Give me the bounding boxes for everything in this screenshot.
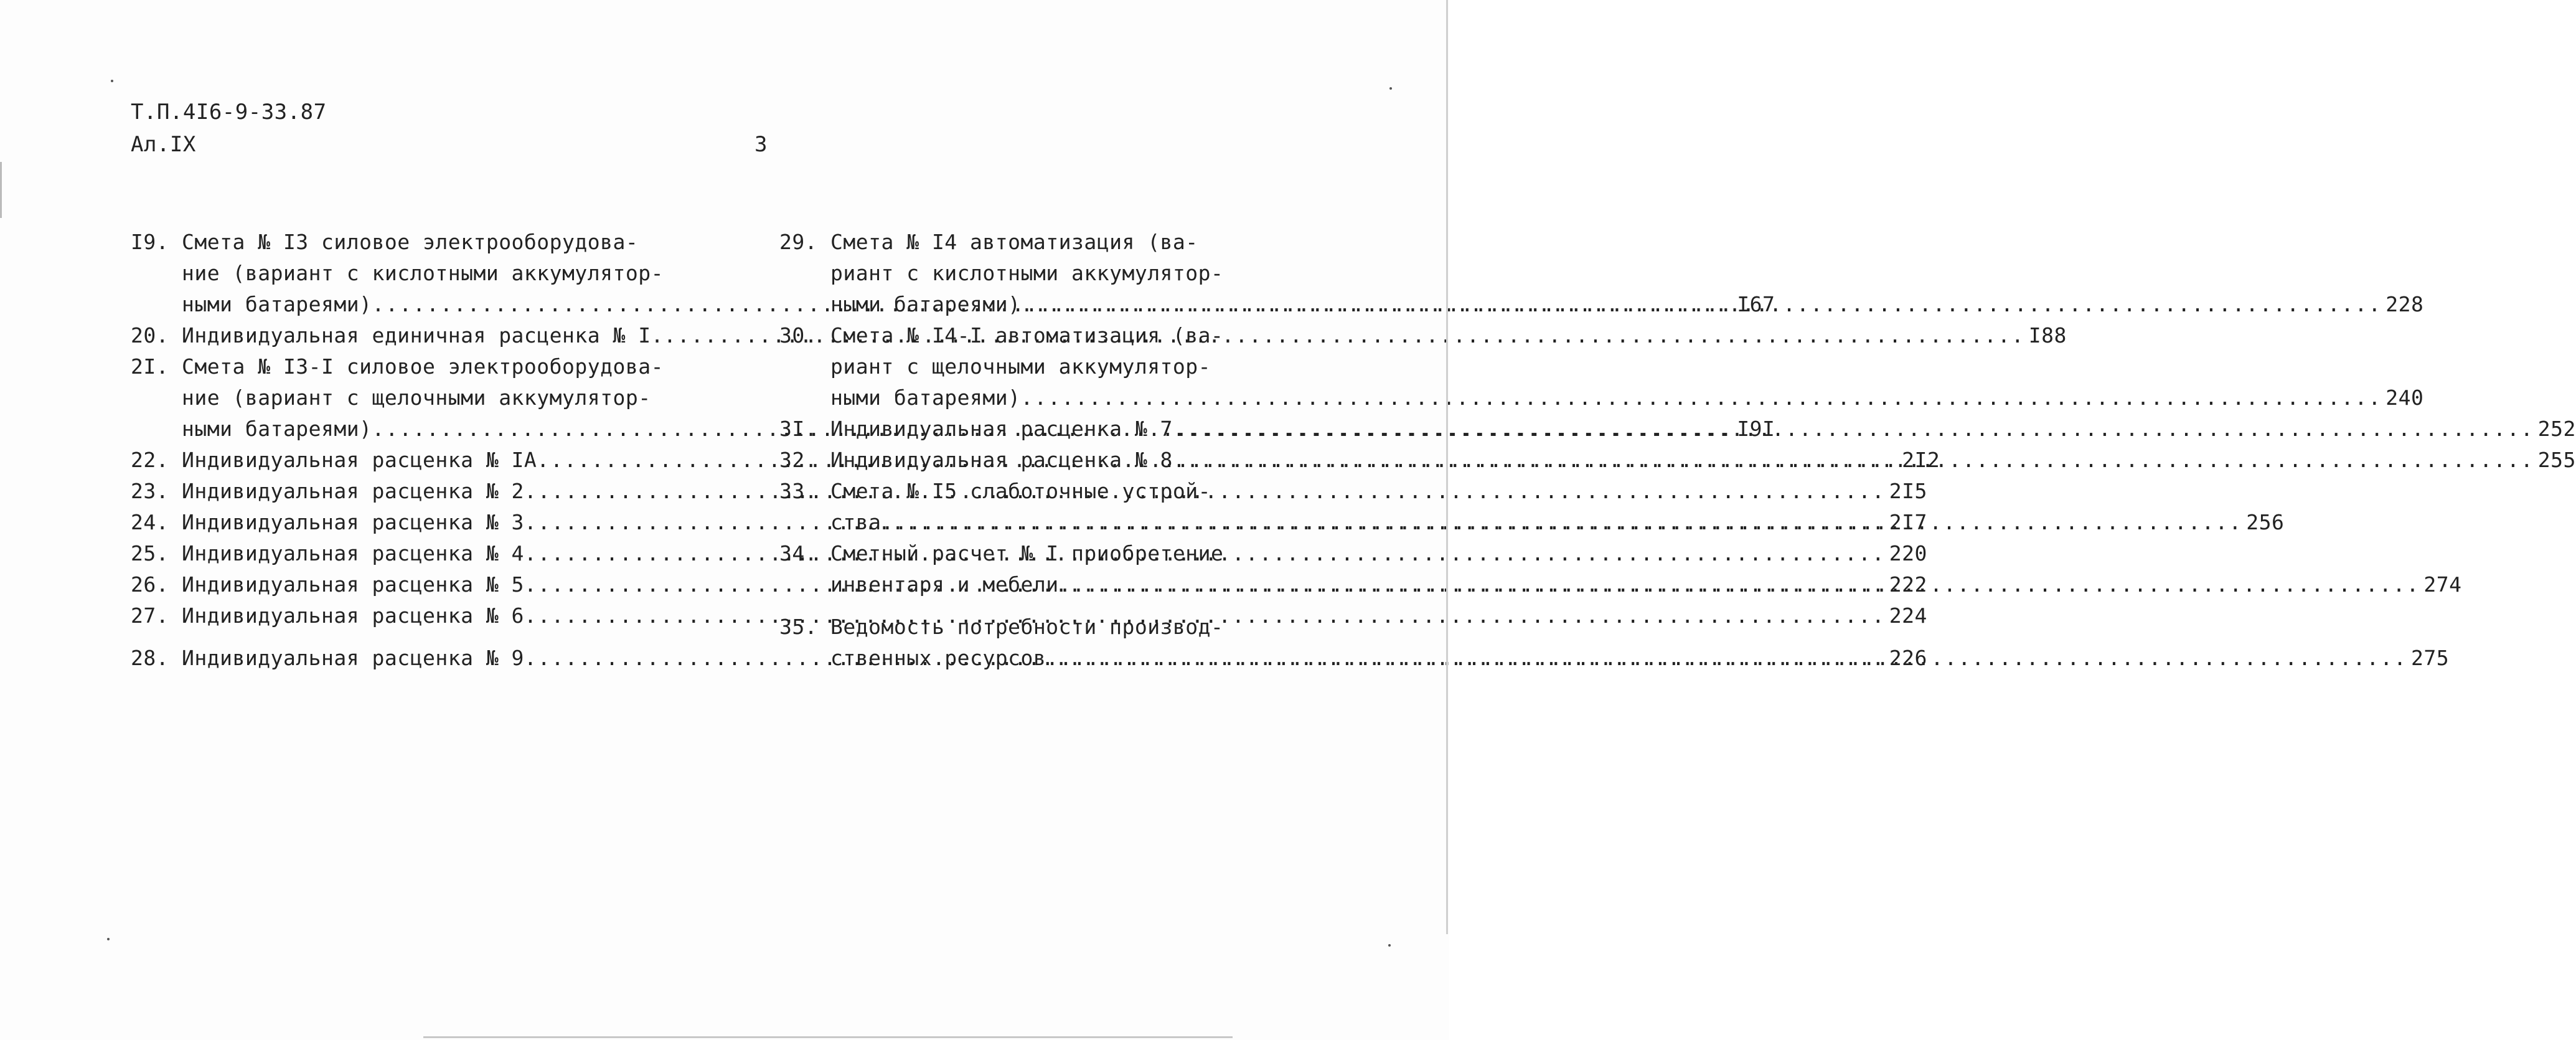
toc-entry-number: 28.: [131, 646, 169, 670]
toc-entry-text-line: риант с кислотными аккумулятор-: [830, 261, 1224, 285]
toc-entry-number: 35.: [779, 615, 818, 639]
dot-leader: [1173, 414, 2534, 445]
toc-entry-title: ными батареями): [182, 417, 372, 441]
toc-entry-title: ства: [830, 510, 881, 534]
scan-speck: [111, 80, 113, 82]
toc-entry-number: 26.: [131, 572, 169, 597]
toc-entry-title: Индивидуальная расценка № 4: [182, 541, 524, 565]
toc-entry-page: 224: [1889, 603, 1927, 628]
toc-entry-number: 27.: [131, 603, 169, 628]
toc-entry-number: I9.: [131, 230, 169, 254]
dot-leader: [1173, 445, 2534, 476]
dot-leader: [1059, 569, 2420, 600]
toc-entry-number: 29.: [779, 230, 818, 254]
scan-speck: [107, 938, 110, 940]
scan-bottom-edge: [423, 1036, 1233, 1038]
toc-entry-title: Индивидуальная расценка № 6: [182, 603, 524, 628]
toc-entry-page: 226: [1889, 646, 1927, 670]
toc-entry-title: Индивидуальная расценка № IА: [182, 448, 537, 472]
dot-leader: [1021, 382, 2382, 414]
toc-entry-text-line: ние (вариант с щелочными аккумулятор-: [182, 385, 651, 410]
toc-entry-number: 30.: [779, 323, 818, 347]
toc-entry-number: 3I.: [779, 417, 818, 441]
scan-edge-left: [0, 162, 2, 218]
toc-entry-text-line: Смета № I5 слаботочные устрой-: [830, 479, 1211, 503]
toc-entry-number: 20.: [131, 323, 169, 347]
toc-entry-text-line: Сметный расчет № I приобретение: [830, 541, 1224, 565]
toc-entry-page: 222: [1889, 572, 1927, 597]
toc-entry-text-line: Смета № I3-I силовое электрооборудова-: [182, 354, 664, 379]
toc-entry-title: Индивидуальная расценка № 9: [182, 646, 524, 670]
toc-entry-page: I9I: [1737, 417, 1775, 441]
toc-entry-title: Индивидуальная единичная расценка № I.: [182, 323, 664, 347]
toc-entry-number: 25.: [131, 541, 169, 565]
toc-entry-title: Индивидуальная расценка № 8: [830, 448, 1173, 472]
toc-entry-number: 24.: [131, 510, 169, 534]
page-number: 3: [754, 132, 768, 157]
toc-entry-title: инвентаря и мебели: [830, 572, 1059, 597]
toc-entry-title: ными батареями): [182, 292, 372, 316]
toc-entry-number: 2I.: [131, 354, 169, 379]
sheet-label: Ал.IX: [131, 132, 196, 157]
toc-entry-title: ными батареями): [830, 385, 1021, 410]
toc-entry-text-line: Ведомость потребности производ-: [830, 615, 1224, 639]
document-code: Т.П.4I6-9-33.87: [131, 100, 327, 125]
toc-entry-text-line: ние (вариант с кислотными аккумулятор-: [182, 261, 664, 285]
toc-entry-page: 252: [2537, 417, 2576, 441]
toc-entry-page: 256: [2246, 510, 2285, 534]
toc-entry-number: 32.: [779, 448, 818, 472]
toc-entry-page: 240: [2386, 385, 2424, 410]
toc-entry-page: 2I2: [1902, 448, 1940, 472]
toc-entry-title: Индивидуальная расценка № 2: [182, 479, 524, 503]
toc-entry-number: 22.: [131, 448, 169, 472]
toc-entry-text-line: Смета № I3 силовое электрооборудова-: [182, 230, 639, 254]
toc-entry-number: 33.: [779, 479, 818, 503]
toc-entry-number: 23.: [131, 479, 169, 503]
scan-edge-right: [1446, 0, 1448, 934]
toc-entry-page: 2I5: [1889, 479, 1927, 503]
toc-entry-page: 274: [2423, 572, 2462, 597]
toc-entry-title: Индивидуальная расценка № 7: [830, 417, 1173, 441]
toc-entry-title: ственных ресурсов: [830, 646, 1046, 670]
toc-entry-page: I88: [2028, 323, 2067, 347]
toc-entry-title: ными батареями): [830, 292, 1021, 316]
toc-entry-title: Индивидуальная расценка № 5: [182, 572, 524, 597]
toc-entry-page: I67: [1737, 292, 1775, 316]
dot-leader: [1021, 289, 2382, 320]
toc-entry-page: 228: [2386, 292, 2424, 316]
toc-entry-title: Индивидуальная расценка № 3: [182, 510, 524, 534]
dot-leader: [881, 507, 2242, 538]
toc-entry-page: 220: [1889, 541, 1927, 565]
toc-entry-text-line: риант с щелочными аккумулятор-: [830, 354, 1211, 379]
dot-leader: [1046, 643, 2407, 674]
scan-speck: [1388, 944, 1391, 947]
toc-entry-page: 255: [2537, 448, 2576, 472]
toc-entry-text-line: Смета № I4 автоматизация (ва-: [830, 230, 1198, 254]
toc-entry-page: 2I7: [1889, 510, 1927, 534]
toc-entry-number: 34.: [779, 541, 818, 565]
toc-entry-page: 275: [2411, 646, 2450, 670]
toc-entry-text-line: Смета № I4-I автоматизация (ва-: [830, 323, 1224, 347]
scan-speck: [1389, 87, 1392, 90]
